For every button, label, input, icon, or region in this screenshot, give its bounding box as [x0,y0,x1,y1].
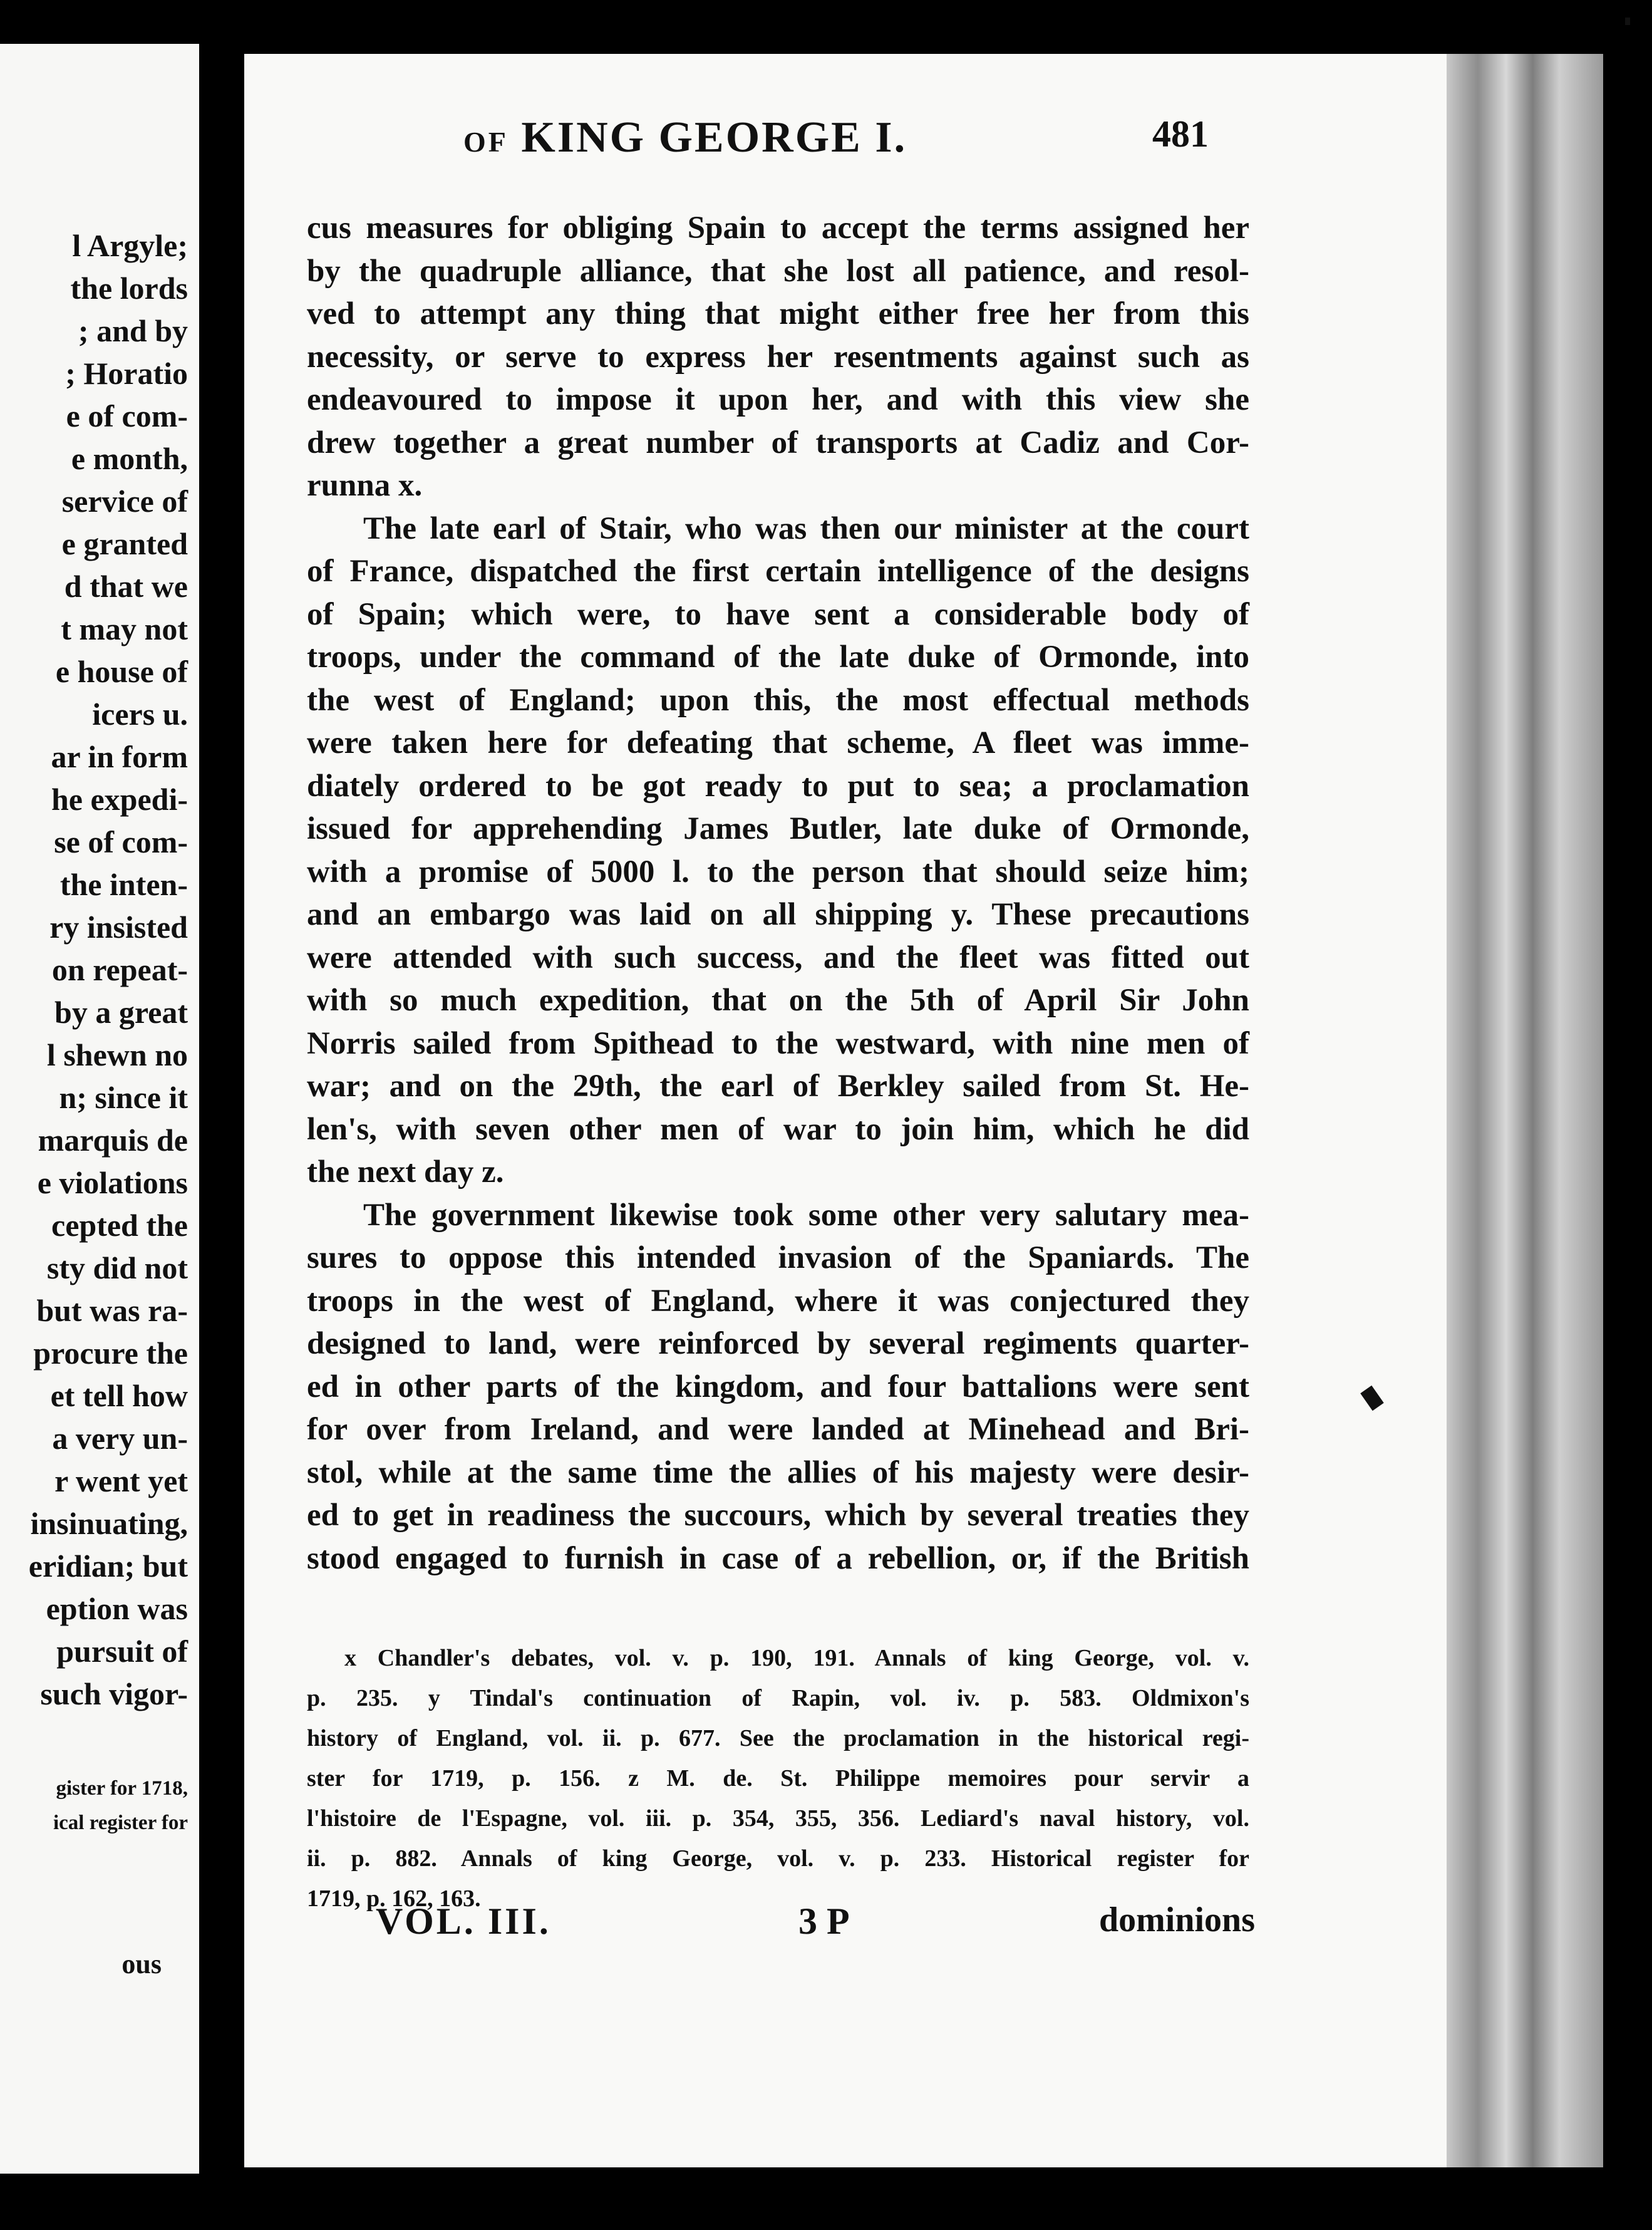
text-line: with so much expedition, that on the 5th of April Sir John [307,983,1249,1018]
facing-line: on repeat- [51,952,188,987]
facing-line: icers u. [92,697,188,732]
facing-line: sty did not [46,1250,188,1285]
text-line: ed in other parts of the kingdom, and four battalions were sent [307,1369,1249,1404]
text-line: and an embargo was laid on all shipping y. These precautions [307,897,1249,932]
facing-catchword: ous [121,1949,162,1979]
text-line: diately ordered to be got ready to put to sea; a proclamation [307,768,1249,804]
text-line: troops, under the command of the late duke of Ormonde, into [307,640,1249,675]
text-line: endeavoured to impose it upon her, and with this view she [307,382,1249,417]
facing-line: the inten- [59,867,188,902]
facing-footnote: gister for 1718, [56,1777,188,1800]
facing-line: e month, [71,441,188,476]
facing-line: he expedi- [51,782,188,817]
facing-line: ; Horatio [65,356,188,391]
text-line: drew together a great number of transports at Cadiz and Cor- [307,425,1249,460]
running-head-title: KING GEORGE I. [521,113,907,162]
footnote-line: ster for 1719, p. 156. z M. de. St. Philippe memoires pour servir a [307,1765,1249,1792]
text-line: war; and on the 29th, the earl of Berkley sailed from St. He- [307,1069,1249,1104]
facing-line: a very un- [52,1421,188,1456]
facing-line: e house of [55,654,188,689]
facing-line: but was ra- [36,1293,188,1328]
facing-line: l Argyle; [72,228,188,263]
text-line: of France, dispatched the first certain intelligence of the designs [307,554,1249,589]
text-line: with a promise of 5000 l. to the person that should seize him; [307,854,1249,889]
text-line: len's, with seven other men of war to join him, which he did [307,1111,1249,1147]
text-line: were taken here for defeating that scheme, A fleet was imme- [307,725,1249,760]
text-line: runna x. [307,468,423,503]
text-line: stol, while at the same time the allies of his majesty were desir- [307,1455,1249,1490]
facing-line: such vigor- [40,1676,188,1711]
facing-line: procure the [33,1335,188,1371]
facing-line: marquis de [38,1123,188,1158]
facing-line: e granted [61,526,188,561]
facing-line: insinuating, [30,1506,188,1541]
facing-footnote: ical register for [53,1812,188,1834]
text-line: The late earl of Stair, who was then our minister at the court [363,511,1249,546]
text-line: sures to oppose this intended invasion of the Spaniards. The [307,1240,1249,1275]
facing-line: pursuit of [56,1634,188,1669]
text-line: ved to attempt any thing that might either free her from this [307,296,1249,331]
footnote-line: ii. p. 882. Annals of king George, vol. v. p. 233. Historical register for [307,1845,1249,1872]
text-line: designed to land, were reinforced by several regiments quarter- [307,1326,1249,1361]
scan-speck [1625,18,1630,25]
facing-line: r went yet [54,1463,188,1498]
facing-line: d that we [64,569,188,604]
text-line: stood engaged to furnish in case of a rebellion, or, if the British [307,1540,1249,1576]
facing-line: ry insisted [49,910,188,945]
text-line: cus measures for obliging Spain to accept the terms assigned her [307,210,1249,246]
facing-page-text [0,224,188,1715]
footnote-line: 1719, p. 162, 163. [307,1885,481,1912]
text-line: The government likewise took some other very salutary mea- [363,1197,1249,1233]
facing-line: cepted the [51,1208,188,1243]
facing-line: e of com- [66,398,188,433]
footnote-line: history of England, vol. ii. p. 677. See the proclamation in the historical regi- [307,1725,1249,1751]
text-line: the next day z. [307,1154,504,1190]
text-line: by the quadruple alliance, that she lost all patience, and resol- [307,253,1249,289]
text-line: the west of England; upon this, the most effectual methods [307,682,1249,718]
text-line: of Spain; which were, to have sent a considerable body of [307,596,1249,632]
running-head-prefix: OF [463,126,509,158]
text-line: issued for apprehending James Butler, late duke of Ormonde, [307,811,1249,846]
text-line: necessity, or serve to express her resentments against such as [307,339,1249,375]
catchword: dominions [1099,1901,1255,1939]
text-line: were attended with such success, and the fleet was fitted out [307,940,1249,975]
page-number: 481 [1152,113,1209,155]
volume-mark: VOL. III. [376,1901,551,1942]
footnote-line: x Chandler's debates, vol. v. p. 190, 191. Annals of king George, vol. v. [344,1645,1249,1671]
facing-line: eption was [46,1591,188,1626]
facing-line: n; since it [59,1080,188,1115]
facing-line: se of com- [54,824,188,859]
footnotes [307,1638,1249,1919]
text-line: for over from Ireland, and were landed at Minehead and Bri- [307,1412,1249,1447]
facing-line: e violations [37,1165,188,1200]
facing-line: et tell how [50,1378,188,1413]
facing-line: t may not [61,611,188,646]
footnote-line: p. 235. y Tindal's continuation of Rapin, vol. iv. p. 583. Oldmixon's [307,1685,1249,1711]
facing-line: service of [61,484,188,519]
body-text [307,207,1249,1580]
signature-mark: 3 P [798,1901,850,1942]
facing-line: l shewn no [46,1037,188,1072]
facing-line: eridian; but [28,1548,188,1584]
facing-page-left [0,44,199,2174]
facing-line: by a great [54,995,188,1030]
text-line: Norris sailed from Spithead to the westward, with nine men of [307,1025,1249,1061]
footnote-line: l'histoire de l'Espagne, vol. iii. p. 354, 355, 356. Lediard's naval history, vol. [307,1805,1249,1832]
page-edge-shading [1447,54,1603,2167]
text-line: ed to get in readiness the succours, which by several treaties they [307,1498,1249,1533]
facing-line: ; and by [78,313,188,348]
facing-line: ar in form [51,739,188,774]
running-head [463,113,907,163]
facing-line: the lords [70,271,188,306]
text-line: troops in the west of England, where it was conjectured they [307,1283,1249,1319]
